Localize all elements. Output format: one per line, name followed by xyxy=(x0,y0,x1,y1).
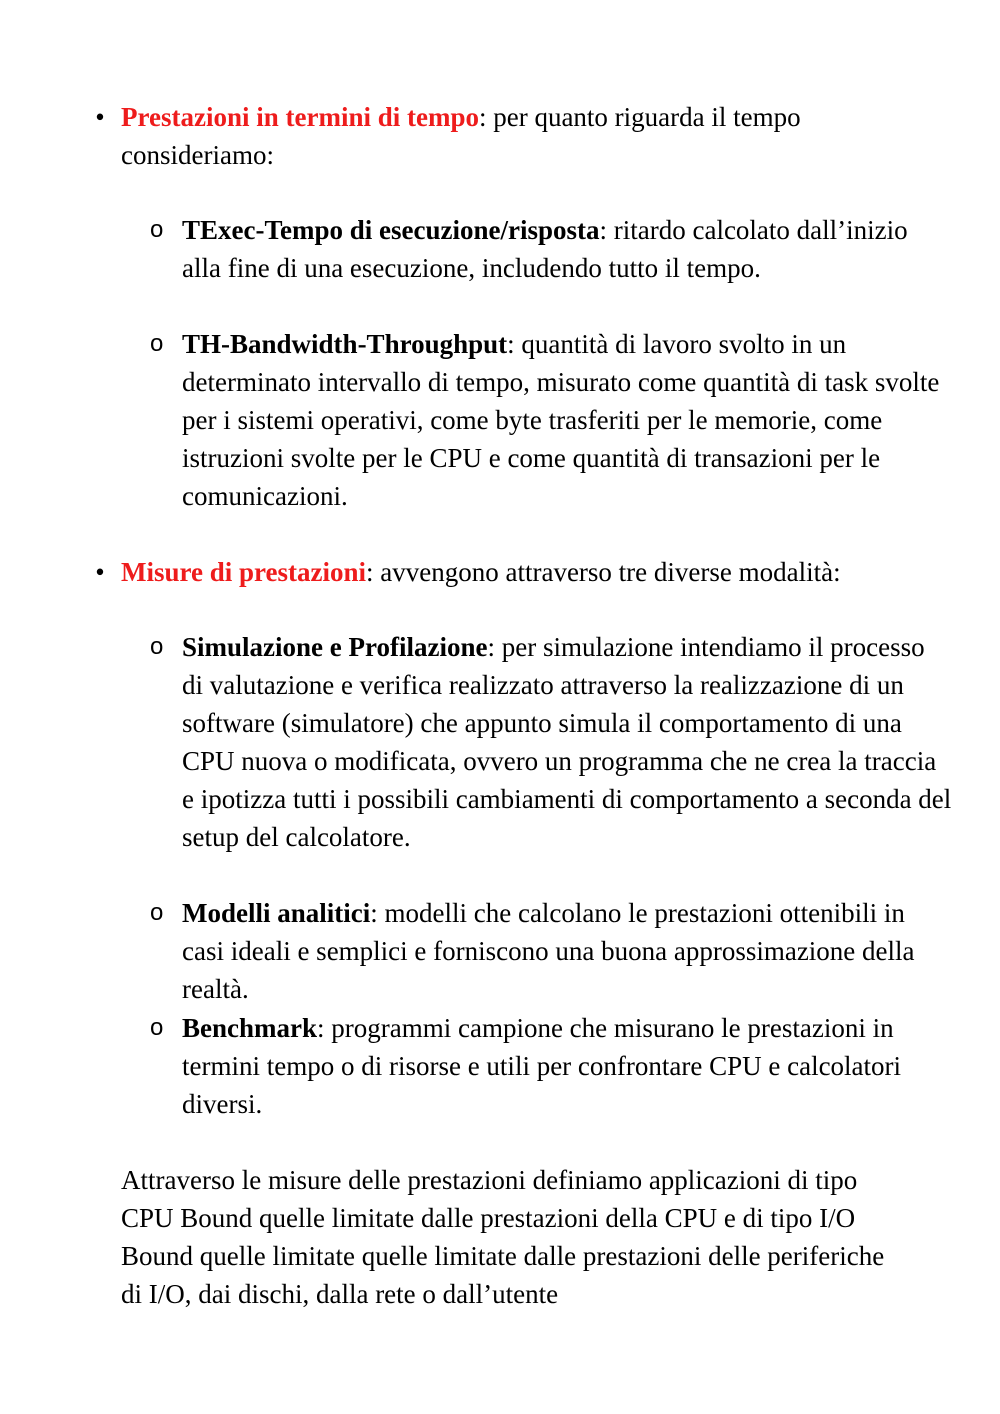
sub-item-text xyxy=(182,894,952,1008)
definition: : per simulazione intendiamo il processo di valutazione e verifica realizzato attraverso la realizzazione di un software (simulatore) che appunto simula il comportamento di una CPU nuova o modificata, ovvero un programma che ne crea la traccia e ipotizza tutti i possibili cambiamenti di comportamento a seconda del setup del calcolatore. xyxy=(182,632,952,852)
definition: : modelli che calcolano le prestazioni ottenibili in casi ideali e semplici e forniscono una buona approssimazione della realtà. xyxy=(182,898,915,1004)
term: TH-Bandwidth-Throughput xyxy=(182,329,508,359)
sub-bullet-marker: o xyxy=(150,1014,164,1041)
closing-paragraph: Attraverso le misure delle prestazioni definiamo applicazioni di tipo CPU Bound quelle limitate dalle prestazioni della CPU e di tipo I/O Bound quelle limitate quelle limitate dalle prestazioni delle periferiche di I/O, dai dischi, dalla rete o dall’utente xyxy=(121,1165,885,1309)
definition: : programmi campione che misurano le prestazioni in termini tempo o di risorse e utili per confrontare CPU e calcolatori diversi. xyxy=(182,1013,902,1119)
sub-bullet-marker: o xyxy=(150,330,164,357)
sub-bullet-marker: o xyxy=(150,633,164,660)
bullet-marker: • xyxy=(95,102,105,132)
definition: : ritardo calcolato dall’inizio alla fine di una esecuzione, includendo tutto il tempo. xyxy=(182,215,908,283)
bullet-text xyxy=(121,553,951,591)
bullet-marker: • xyxy=(95,557,105,587)
bullet-text xyxy=(121,98,941,174)
sub-bullet-marker: o xyxy=(150,216,164,243)
section-description: : avvengono attraverso tre diverse modalità: xyxy=(366,557,841,587)
term: Simulazione e Profilazione xyxy=(182,632,488,662)
sub-item-text xyxy=(182,211,952,287)
definition: : quantità di lavoro svolto in un determinato intervallo di tempo, misurato come quantità di task svolte per i sistemi operativi, come byte trasferiti per le memorie, come istruzioni svolte per le CPU e come quantità di transazioni per le comunicazioni. xyxy=(182,329,940,511)
sub-item-text xyxy=(182,1009,962,1123)
sub-item-text xyxy=(182,325,952,515)
sub-item-text xyxy=(182,628,952,856)
section-title: Misure di prestazioni xyxy=(121,557,367,587)
section-description: : per quanto riguarda il tempo consideriamo: xyxy=(121,102,801,170)
sub-bullet-marker: o xyxy=(150,899,164,926)
section-title: Prestazioni in termini di tempo xyxy=(121,102,479,132)
term: Modelli analitici xyxy=(182,898,371,928)
term: TExec-Tempo di esecuzione/risposta xyxy=(182,215,600,245)
term: Benchmark xyxy=(182,1013,317,1043)
